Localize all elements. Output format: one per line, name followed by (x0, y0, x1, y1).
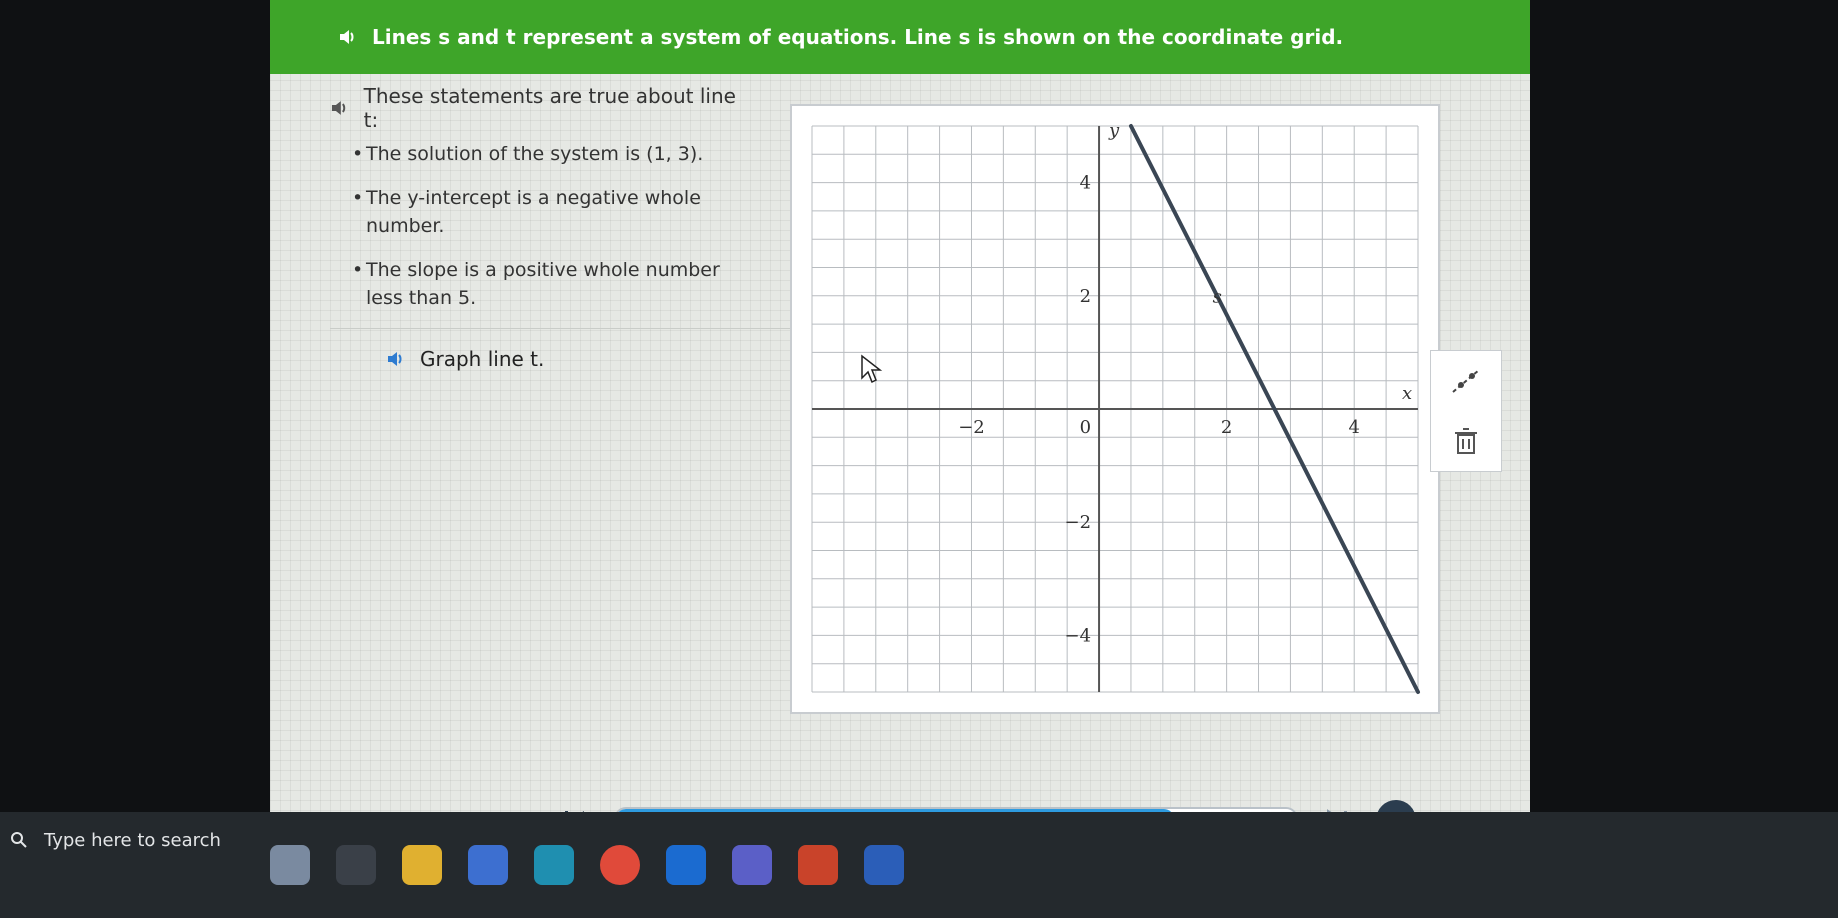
tick-label: −2 (1064, 512, 1092, 534)
speaker-icon[interactable] (386, 349, 406, 369)
delete-button[interactable] (1446, 421, 1486, 461)
line-tool-button[interactable] (1446, 361, 1486, 401)
statements-heading-text: These statements are true about line t: (363, 84, 736, 132)
powerpoint-icon[interactable] (798, 845, 838, 885)
divider (330, 328, 800, 329)
tick-label: 0 (1079, 417, 1092, 438)
taskbar-apps (270, 812, 904, 918)
speaker-icon[interactable] (338, 27, 358, 47)
task-prompt (386, 347, 750, 371)
search-placeholder: Type here to search (44, 829, 221, 851)
line-s-label: s (1212, 286, 1222, 308)
list-item: • The slope is a positive whole number less than 5. (366, 256, 750, 312)
tick-label: −2 (958, 417, 985, 438)
edge-browser-icon[interactable] (534, 845, 574, 885)
tick-label: 4 (1348, 417, 1360, 438)
tick-label: 2 (1220, 417, 1233, 438)
task-text: Graph line t. (420, 347, 545, 371)
coordinate-grid[interactable] (792, 106, 1438, 712)
tick-label: −4 (1064, 625, 1092, 647)
tick-label: 4 (1079, 172, 1092, 194)
list-item: • The y-intercept is a negative whole number. (366, 184, 750, 240)
graph-tool-panel (1430, 350, 1502, 472)
store-icon[interactable] (468, 845, 508, 885)
word-icon[interactable] (864, 845, 904, 885)
coordinate-grid-panel[interactable] (790, 104, 1440, 714)
cursor-arrow-icon (862, 356, 880, 382)
y-axis-label: y (1109, 120, 1120, 141)
statement-list (330, 140, 750, 312)
speaker-icon[interactable] (330, 98, 350, 118)
search-icon (10, 831, 28, 849)
line-tool-icon (1449, 364, 1483, 398)
list-item: • The solution of the system is (1, 3). (366, 140, 750, 168)
file-explorer-icon[interactable] (402, 845, 442, 885)
task-view-icon[interactable] (336, 845, 376, 885)
banner-text: Lines s and t represent a system of equations. Line s is shown on the coordinate grid. (372, 25, 1344, 49)
trash-icon (1452, 427, 1480, 455)
widgets-icon[interactable] (270, 845, 310, 885)
browser-screen (270, 0, 1530, 918)
chrome-icon[interactable] (600, 845, 640, 885)
windows-taskbar (0, 812, 1838, 918)
statements-panel (330, 84, 750, 371)
teams-icon[interactable] (732, 845, 772, 885)
outlook-icon[interactable] (666, 845, 706, 885)
question-banner (270, 0, 1530, 74)
taskbar-search[interactable] (0, 812, 270, 868)
x-axis-label: x (1402, 383, 1413, 404)
statements-heading (330, 84, 750, 132)
tick-label: 2 (1079, 285, 1092, 307)
